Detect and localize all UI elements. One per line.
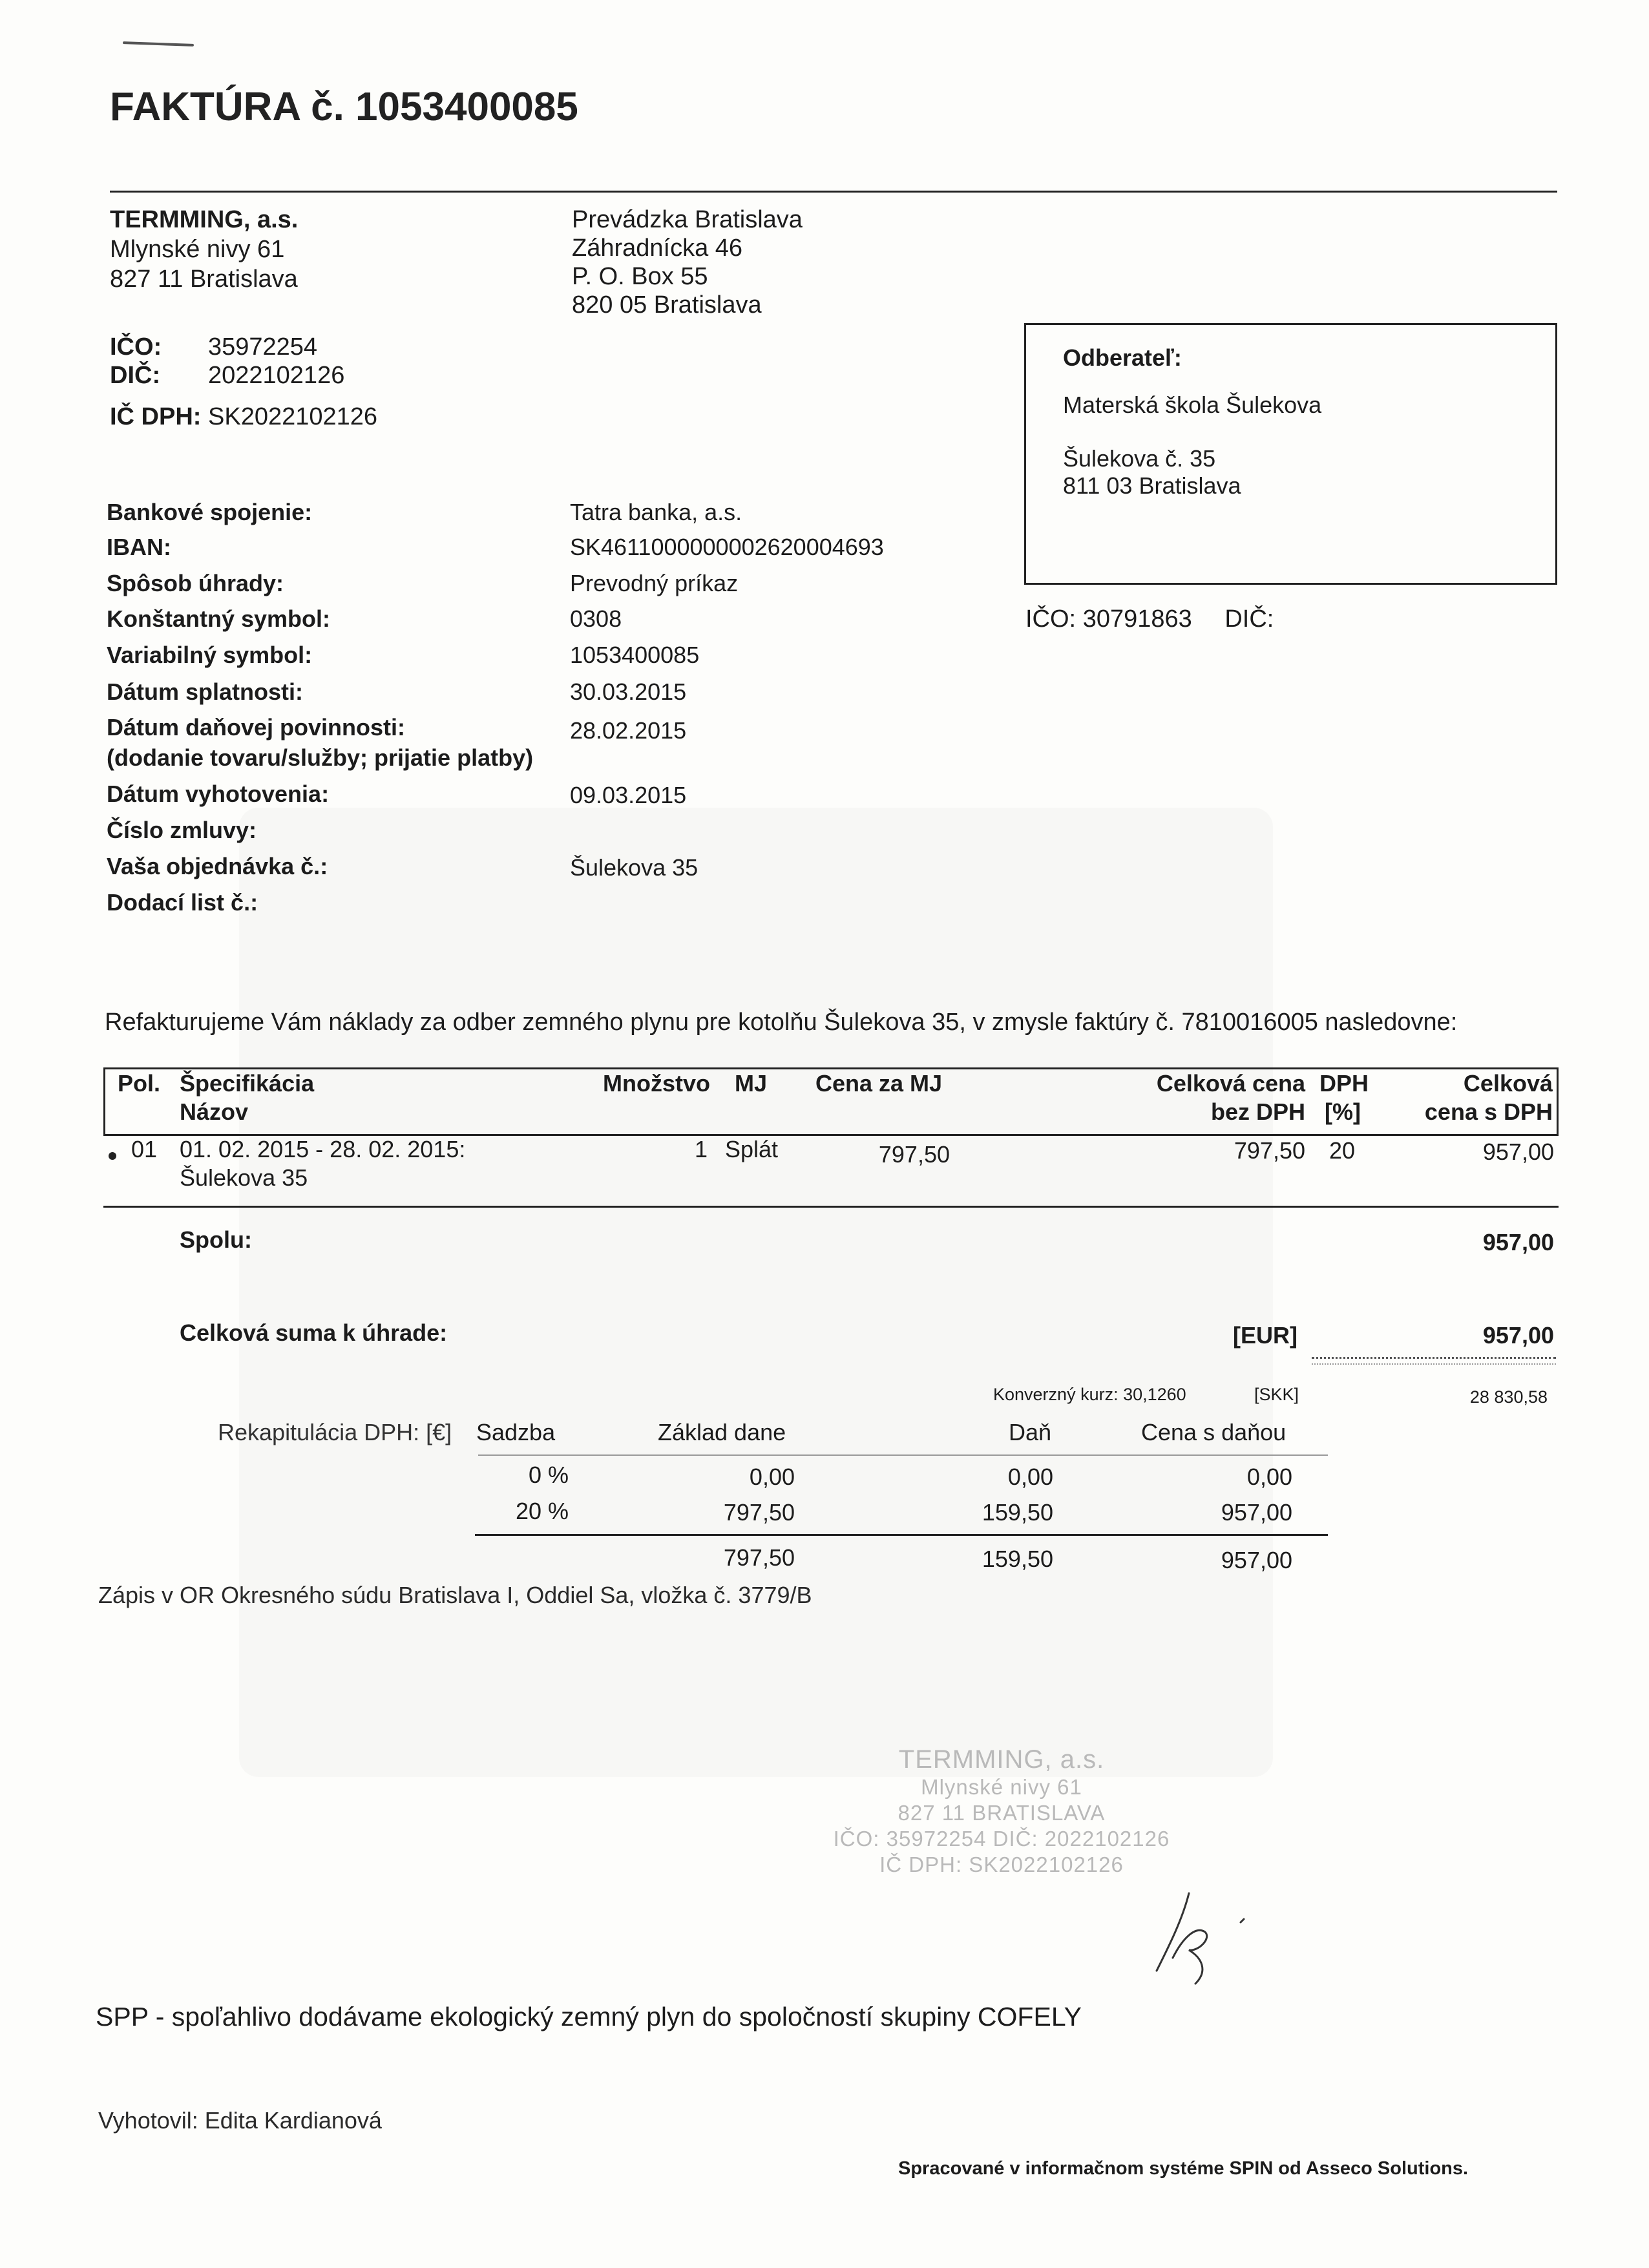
slogan: SPP - spoľahlivo dodávame ekologický zemný plyn do spoločností skupiny COFELY (96, 2002, 1082, 2032)
scan-mark (123, 41, 194, 47)
header-cena-mj: Cena za MJ (815, 1070, 943, 1097)
total-currency: [EUR] (1233, 1322, 1297, 1349)
vat-header-sadzba: Sadzba (476, 1419, 556, 1445)
buyer-street: Šulekova č. 35 (1063, 445, 1216, 472)
buyer-city: 811 03 Bratislava (1063, 472, 1241, 499)
table-bottom-border (103, 1206, 1559, 1208)
payment-value-method: Prevodný príkaz (570, 570, 739, 596)
header-celkova-s-2: cena s DPH (1424, 1098, 1553, 1125)
payment-label-method: Spôsob úhrady: (107, 570, 284, 596)
intro-text: Refakturujeme Vám náklady za odber zemného plynu pre kotolňu Šulekova 35, v zmysle faktúry č. 7810016005 nasledovne: (105, 1009, 1458, 1036)
header-celkova-s-1: Celková (1463, 1070, 1553, 1097)
conversion-currency: [SKK] (1254, 1385, 1299, 1404)
payment-value-issue-date: 09.03.2015 (570, 782, 687, 808)
header-dph-1: DPH (1319, 1070, 1369, 1097)
buyer-heading: Odberateľ: (1063, 344, 1182, 371)
table-left-border (103, 1067, 105, 1136)
buyer-dic-label: DIČ: (1224, 605, 1274, 633)
payment-label-delivery-note: Dodací list č.: (107, 889, 258, 916)
header-celkova-bez-2: bez DPH (1210, 1098, 1305, 1125)
header-spec: Špecifikácia (180, 1070, 315, 1097)
row-pol: 01 (131, 1136, 158, 1162)
vat-row-dan: 0,00 (1007, 1464, 1053, 1490)
vat-row-zaklad: 0,00 (749, 1464, 795, 1490)
vat-row-zaklad: 797,50 (723, 1499, 795, 1526)
vat-header-dan: Daň (1009, 1419, 1052, 1445)
buyer-ico-value: 30791863 (1082, 605, 1192, 633)
supplier-street: Mlynské nivy 61 (110, 236, 285, 263)
vat-id-label: IČ DPH: (110, 403, 202, 430)
payment-value-variable-symbol: 1053400085 (570, 642, 700, 668)
payment-label-tax-date: Dátum daňovej povinnosti: (107, 714, 406, 740)
buyer-ids (1025, 605, 1274, 633)
row-spec-line2: Šulekova 35 (180, 1164, 308, 1191)
payment-label-constant-symbol: Konštantný symbol: (107, 605, 331, 632)
header-dph-2: [%] (1325, 1098, 1361, 1125)
row-celkova-bez: 797,50 (1234, 1137, 1305, 1164)
vat-total-dan: 159,50 (982, 1546, 1053, 1572)
payment-value-bank: Tatra banka, a.s. (570, 499, 742, 525)
row-cena-mj: 797,50 (878, 1141, 950, 1168)
conversion-rate: Konverzný kurz: 30,1260 (993, 1385, 1186, 1404)
conversion-value: 28 830,58 (1469, 1387, 1548, 1407)
spolu-label: Spolu: (180, 1226, 252, 1253)
payment-value-due-date: 30.03.2015 (570, 678, 687, 705)
vat-row-cena: 0,00 (1246, 1464, 1292, 1490)
payment-label-variable-symbol: Variabilný symbol: (107, 642, 313, 668)
payment-value-tax-date: 28.02.2015 (570, 717, 687, 744)
header-mnozstvo: Množstvo (603, 1070, 710, 1097)
payment-label-order: Vaša objednávka č.: (107, 853, 328, 879)
branch-address: Prevádzka Bratislava Záhradnícka 46 P. O. Box 55 820 05 Bratislava (572, 206, 803, 319)
total-value: 957,00 (1482, 1322, 1554, 1349)
header-pol: Pol. (118, 1070, 161, 1097)
invoice-title: FAKTÚRA č. 1053400085 (110, 85, 578, 129)
payment-label-contract: Číslo zmluvy: (107, 817, 257, 843)
row-celkova-s: 957,00 (1482, 1139, 1554, 1165)
payment-value-order: Šulekova 35 (570, 854, 698, 881)
issued-by: Vyhotovil: Edita Kardianová (98, 2107, 382, 2134)
supplier-id-values: 35972254 2022102126 (208, 333, 345, 389)
vat-totals-divider (475, 1534, 1328, 1536)
buyer-box (1024, 323, 1557, 585)
company-stamp: TERMMING, a.s. Mlynské nivy 61 827 11 BRATISLAVA IČO: 35972254 DIČ: 2022102126 IČ DPH: SK2022102126 (833, 1745, 1170, 1876)
vat-recap-label: Rekapitulácia DPH: [€] (218, 1419, 452, 1445)
header-nazov: Názov (180, 1098, 249, 1125)
supplier-name: TERMMING, a.s. (110, 206, 299, 233)
row-bullet (109, 1152, 116, 1160)
title-divider (110, 191, 1557, 193)
payment-label-iban: IBAN: (107, 534, 171, 560)
spolu-value: 957,00 (1482, 1229, 1554, 1255)
vat-row-sadzba: 20 % (515, 1498, 569, 1524)
table-top-border (103, 1067, 1559, 1069)
table-right-border (1557, 1067, 1559, 1136)
row-dph: 20 (1329, 1137, 1356, 1164)
payment-label-issue-date: Dátum vyhotovenia: (107, 781, 330, 807)
header-celkova-bez-1: Celková cena (1156, 1070, 1305, 1097)
signature (1144, 1874, 1260, 2003)
vat-total-cena: 957,00 (1221, 1547, 1292, 1573)
buyer-ico-label: IČO: (1025, 605, 1077, 633)
vat-id-value: SK2022102126 (208, 403, 378, 430)
supplier-city: 827 11 Bratislava (110, 266, 298, 293)
vat-row-cena: 957,00 (1221, 1499, 1292, 1526)
row-mnozstvo: 1 (694, 1136, 708, 1162)
buyer-name: Materská škola Šulekova (1063, 392, 1322, 418)
vat-header-cena: Cena s daňou (1141, 1419, 1287, 1445)
vat-row-sadzba: 0 % (528, 1462, 569, 1488)
register-note: Zápis v OR Okresného súdu Bratislava I, Oddiel Sa, vložka č. 3779/B (98, 1582, 812, 1608)
footer-note: Spracované v informačnom systéme SPIN od Asseco Solutions. (898, 2158, 1469, 2179)
supplier-id-labels: IČO: DIČ: (110, 333, 162, 389)
scan-bleed-through (239, 808, 1273, 1777)
total-label: Celková suma k úhrade: (180, 1319, 448, 1346)
payment-label-bank: Bankové spojenie: (107, 499, 313, 525)
vat-header-divider (478, 1454, 1328, 1456)
vat-row-dan: 159,50 (982, 1499, 1053, 1526)
supplier-vat-id (110, 403, 377, 431)
vat-total-zaklad: 797,50 (723, 1544, 795, 1571)
row-mj: Splát (725, 1136, 779, 1162)
total-dotted-underline-2 (1312, 1363, 1556, 1365)
payment-label-due-date: Dátum splatnosti: (107, 678, 304, 705)
payment-value-iban: SK4611000000002620004693 (570, 534, 884, 560)
payment-label-tax-date-note: (dodanie tovaru/služby; prijatie platby) (107, 744, 534, 771)
header-mj: MJ (735, 1070, 768, 1097)
vat-header-zaklad: Základ dane (658, 1419, 786, 1445)
total-dotted-underline (1312, 1357, 1556, 1359)
payment-value-constant-symbol: 0308 (570, 605, 622, 632)
row-spec-line1: 01. 02. 2015 - 28. 02. 2015: (180, 1136, 466, 1162)
